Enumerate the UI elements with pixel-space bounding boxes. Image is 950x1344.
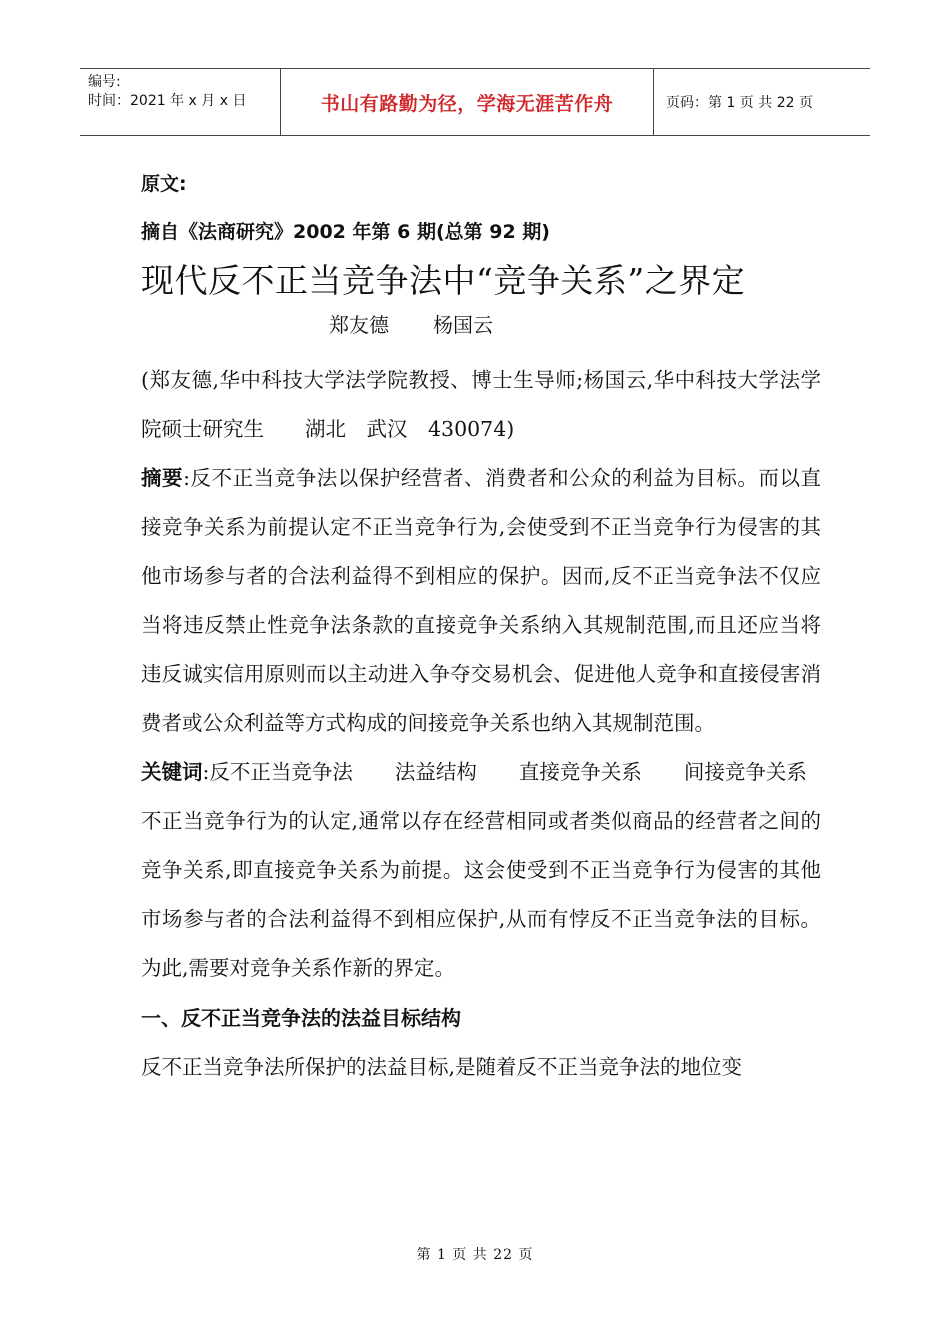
- abstract-text: :反不正当竞争法以保护经营者、消费者和公众的利益为目标。而以直接竞争关系为前提认定不正当竞争行为,会使受到不正当竞争行为侵害的其他市场参与者的合法利益得不到相应的保护。因而,反不正当竞争法不仅应当将违反禁止性竞争法条款的直接竞争关系纳入其规制范围,而且还应当将违反诚实信用原则而以主动进入争夺交易机会、促进他人竞争和直接侵害消费者或公众利益等方式构成的间接竞争关系也纳入其规制范围。: [141, 466, 822, 735]
- article-title: 现代反不正当竞争法中“竞争关系”之界定: [141, 261, 746, 300]
- original-label: 原文:: [141, 173, 187, 195]
- keyword: 法益结构: [394, 760, 477, 784]
- keyword: 间接竞争关系: [683, 760, 807, 784]
- intro-paragraph: 不正当竞争行为的认定,通常以存在经营相同或者类似商品的经营者之间的竞争关系,即直接竞争关系为前提。这会使受到不正当竞争行为侵害的其他市场参与者的合法利益得不到相应保护,从而有悖反不正当竞争法的目标。为此,需要对竞争关系作新的界定。: [141, 809, 821, 980]
- author-line: [329, 310, 821, 340]
- keyword: 反不正当竞争法: [209, 760, 353, 784]
- header-meta: [80, 69, 281, 135]
- source-citation: 摘自《法商研究》2002 年第 6 期(总第 92 期): [141, 221, 550, 243]
- header-date: 时间：2021 年 x 月 x 日: [88, 93, 247, 109]
- abstract-label: 摘要: [141, 466, 184, 490]
- header-page-info: 页码：第 1 页 共 22 页: [666, 95, 813, 111]
- author-name: 郑友德: [329, 313, 389, 337]
- keywords-paragraph: [141, 748, 821, 797]
- section-paragraph: 反不正当竞争法所保护的法益目标,是随着反不正当竞争法的地位变: [141, 1055, 743, 1079]
- abstract-paragraph: [141, 454, 821, 748]
- page-footer: 第 1 页 共 22 页: [416, 1247, 534, 1263]
- keywords-label: 关键词: [141, 760, 203, 784]
- section-heading: 一、反不正当竞争法的法益目标结构: [141, 1006, 461, 1030]
- document-header: [80, 68, 870, 136]
- keywords-separator: :: [202, 760, 210, 784]
- author-name: 杨国云: [433, 313, 493, 337]
- author-affiliation: (郑友德,华中科技大学法学院教授、博士生导师;杨国云,华中科技大学法学院硕士研究生 湖北 武汉 430074): [141, 368, 821, 441]
- document-body: [141, 160, 821, 1092]
- header-motto: 书山有路勤为径，学海无涯苦作舟: [281, 69, 654, 135]
- keyword: 直接竞争关系: [518, 760, 642, 784]
- header-number-label: 编号:: [88, 74, 121, 90]
